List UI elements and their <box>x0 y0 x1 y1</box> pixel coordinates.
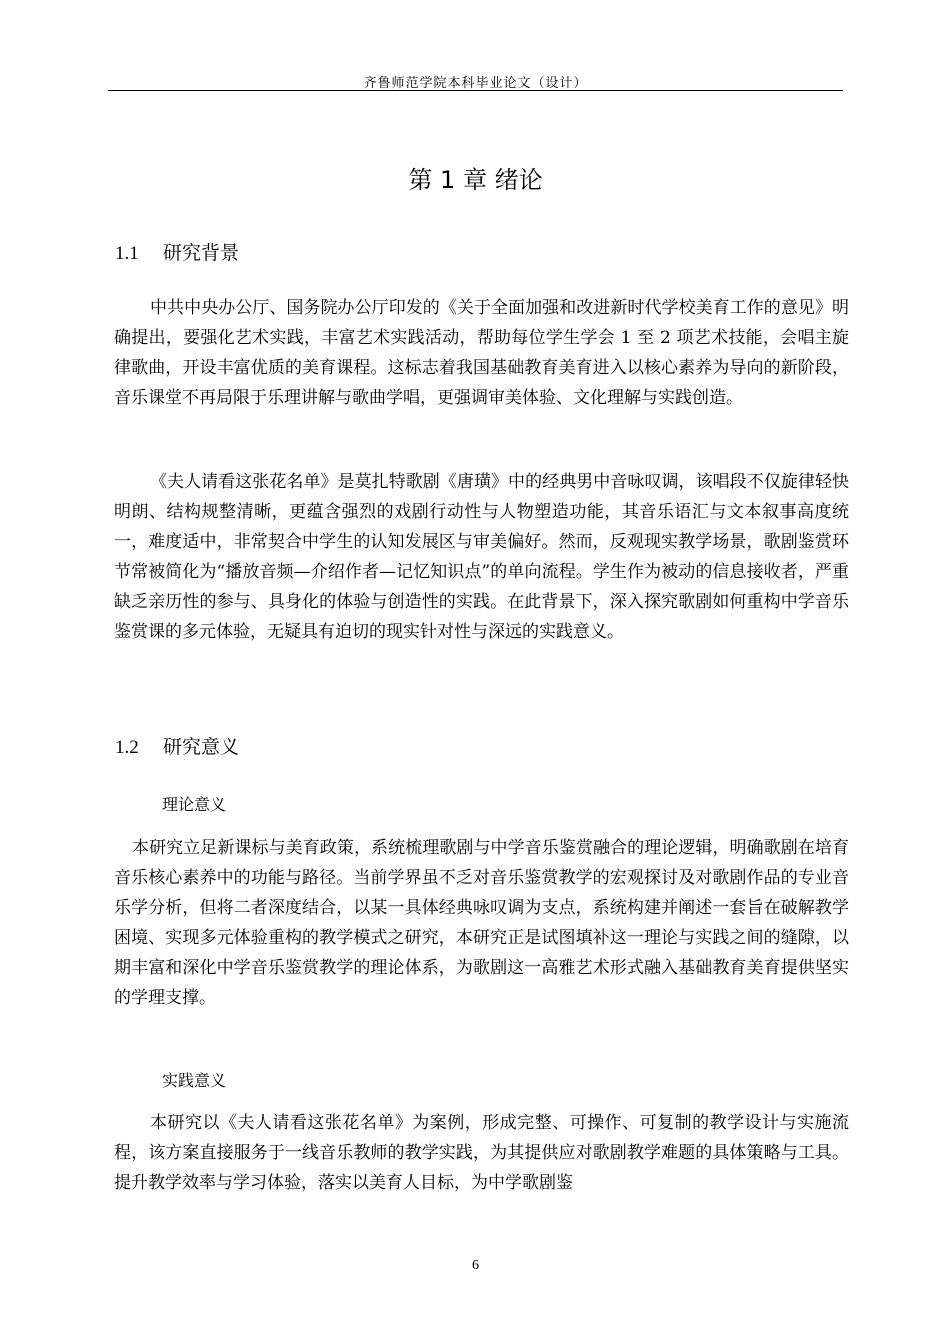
header-rule <box>108 90 843 91</box>
section-number: 1.1 <box>115 243 139 264</box>
subheading-theory: 理论意义 <box>162 795 227 814</box>
background-paragraph-2: 《夫人请看这张花名单》是莫扎特歌剧《唐璜》中的经典男中音咏叹调，该唱段不仅旋律轻快明朗、结构规整清晰，更蕴含强烈的戏剧行动性与人物塑造功能，其音乐语汇与文本叙事高度统一，难度适中，非常契合中学生的认知发展区与审美偏好。然而，反观现实教学场景，歌剧鉴赏环节常被简化为“播放音频—介绍作者—记忆知识点”的单向流程。学生作为被动的信息接收者，严重缺乏亲历性的参与、具身化的体验与创造性的实践。在此背景下，深入探究歌剧如何重构中学音乐鉴赏课的多元体验，无疑具有迫切的现实针对性与深远的实践意义。 <box>114 472 849 642</box>
chapter-title: 第 1 章 绪论 <box>408 166 543 194</box>
subheading-practice: 实践意义 <box>162 1071 227 1090</box>
section-title: 研究背景 <box>163 242 240 264</box>
theory-paragraph: 本研究立足新课标与美育政策，系统梳理歌剧与中学音乐鉴赏融合的理论逻辑，明确歌剧在培育音乐核心素养中的功能与路径。当前学界虽不乏对音乐鉴赏教学的宏观探讨及对歌剧作品的专业音乐学分析，但将二者深度结合，以某一具体经典咏叹调为支点，系统构建并阐述一套旨在破解教学困境、实现多元体验重构的教学模式之研究，本研究正是试图填补这一理论与实践之间的缝隙，以期丰富和深化中学音乐鉴赏教学的理论体系，为歌剧这一高雅艺术形式融入基础教育美育提供坚实的学理支撑。 <box>114 838 849 1008</box>
section-heading-1-1 <box>115 238 239 265</box>
running-header: 齐鲁师范学院本科毕业论文（设计） <box>363 76 588 91</box>
page-number: 6 <box>472 1258 479 1273</box>
section-number: 1.2 <box>115 737 139 758</box>
section-title: 研究意义 <box>163 736 240 758</box>
section-heading-1-2 <box>115 732 239 759</box>
practice-paragraph: 本研究以《夫人请看这张花名单》为案例，形成完整、可操作、可复制的教学设计与实施流程，该方案直接服务于一线音乐教师的教学实践，为其提供应对歌剧教学难题的具体策略与工具。提升教学效率与学习体验，落实以美育人目标，为中学歌剧鉴 <box>114 1113 849 1193</box>
background-paragraph-1: 中共中央办公厅、国务院办公厅印发的《关于全面加强和改进新时代学校美育工作的意见》明确提出，要强化艺术实践，丰富艺术实践活动，帮助每位学生学会 1 至 2 项艺术技能，会唱主旋律歌曲，开设丰富优质的美育课程。这标志着我国基础教育美育进入以核心素养为导向的新阶段，音乐课堂不再局限于乐理讲解与歌曲学唱，更强调审美体验、文化理解与实践创造。 <box>114 298 849 408</box>
